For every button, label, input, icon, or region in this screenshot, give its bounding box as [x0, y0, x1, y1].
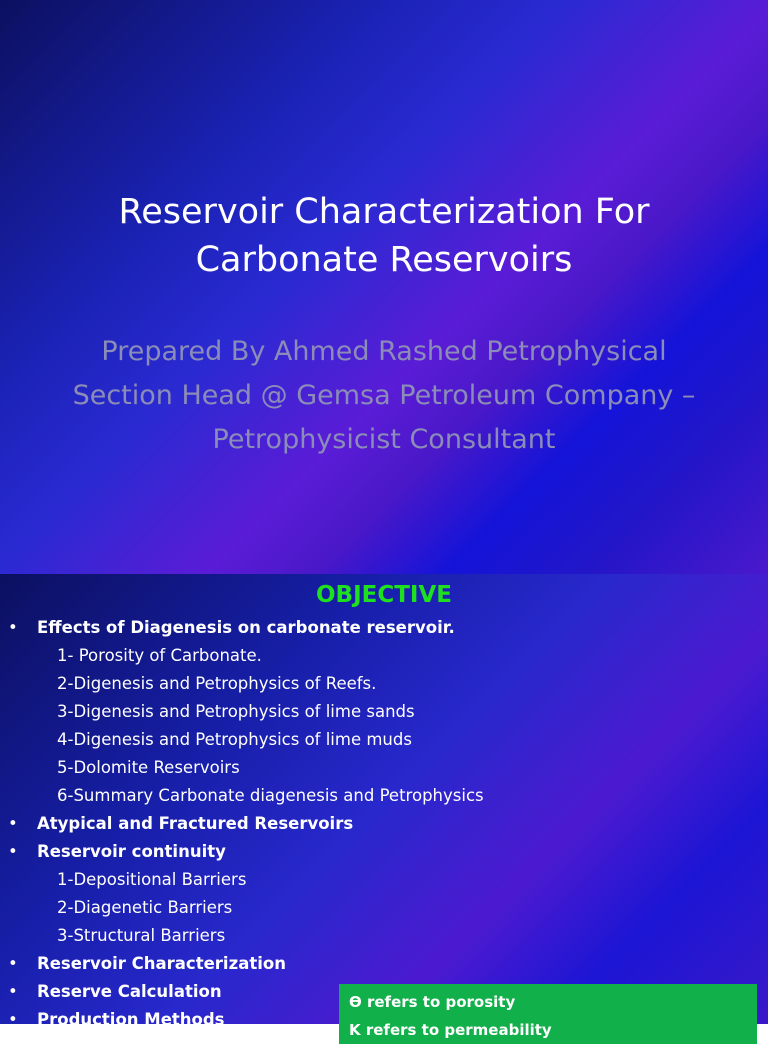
objective-heading: OBJECTIVE [316, 582, 452, 608]
list-item: • Reservoir continuity [0, 838, 768, 866]
subtitle-line-2: Section Head @ Gemsa Petroleum Company – [72, 380, 696, 411]
subtitle-line-1: Prepared By Ahmed Rashed Petrophysical [101, 336, 667, 367]
note-line-porosity: ϴ refers to porosity [349, 993, 516, 1011]
list-item: 3-Digenesis and Petrophysics of lime sands [57, 702, 415, 721]
objective-slide [0, 574, 768, 1039]
list-item: 2-Digenesis and Petrophysics of Reefs. [57, 674, 377, 693]
slide-title-line-1: Reservoir Characterization For [118, 192, 650, 232]
objective-list [0, 614, 768, 1034]
list-item: 1- Porosity of Carbonate. [57, 646, 262, 665]
list-item: 4-Digenesis and Petrophysics of lime muds [57, 730, 412, 749]
list-item: • Effects of Diagenesis on carbonate reservoir. [0, 614, 768, 642]
list-item: 1-Depositional Barriers [57, 870, 247, 889]
note-line-permeability: K refers to permeability [349, 1021, 552, 1039]
list-item: • Atypical and Fractured Reservoirs [0, 810, 768, 838]
list-item: 6-Summary Carbonate diagenesis and Petrophysics [57, 786, 484, 805]
list-item: • Reserve Calculation [0, 978, 768, 1006]
subtitle-line-3: Petrophysicist Consultant [212, 424, 556, 455]
note-box [339, 984, 757, 1044]
slide-subtitle [30, 330, 738, 462]
bullet-icon: • [8, 1010, 18, 1029]
bullet-icon: • [8, 618, 18, 637]
slide-title-line-2: Carbonate Reservoirs [195, 240, 573, 280]
bullet-icon: • [8, 954, 18, 973]
list-item: • Reservoir Characterization [0, 950, 768, 978]
bullet-icon: • [8, 842, 18, 861]
list-item: 3-Structural Barriers [57, 926, 226, 945]
bullet-icon: • [8, 814, 18, 833]
list-item: 5-Dolomite Reservoirs [57, 758, 240, 777]
slide-title [40, 188, 728, 284]
bullet-icon: • [8, 982, 18, 1001]
list-item: 2-Diagenetic Barriers [57, 898, 233, 917]
list-item: • Production Methods [0, 1006, 768, 1034]
